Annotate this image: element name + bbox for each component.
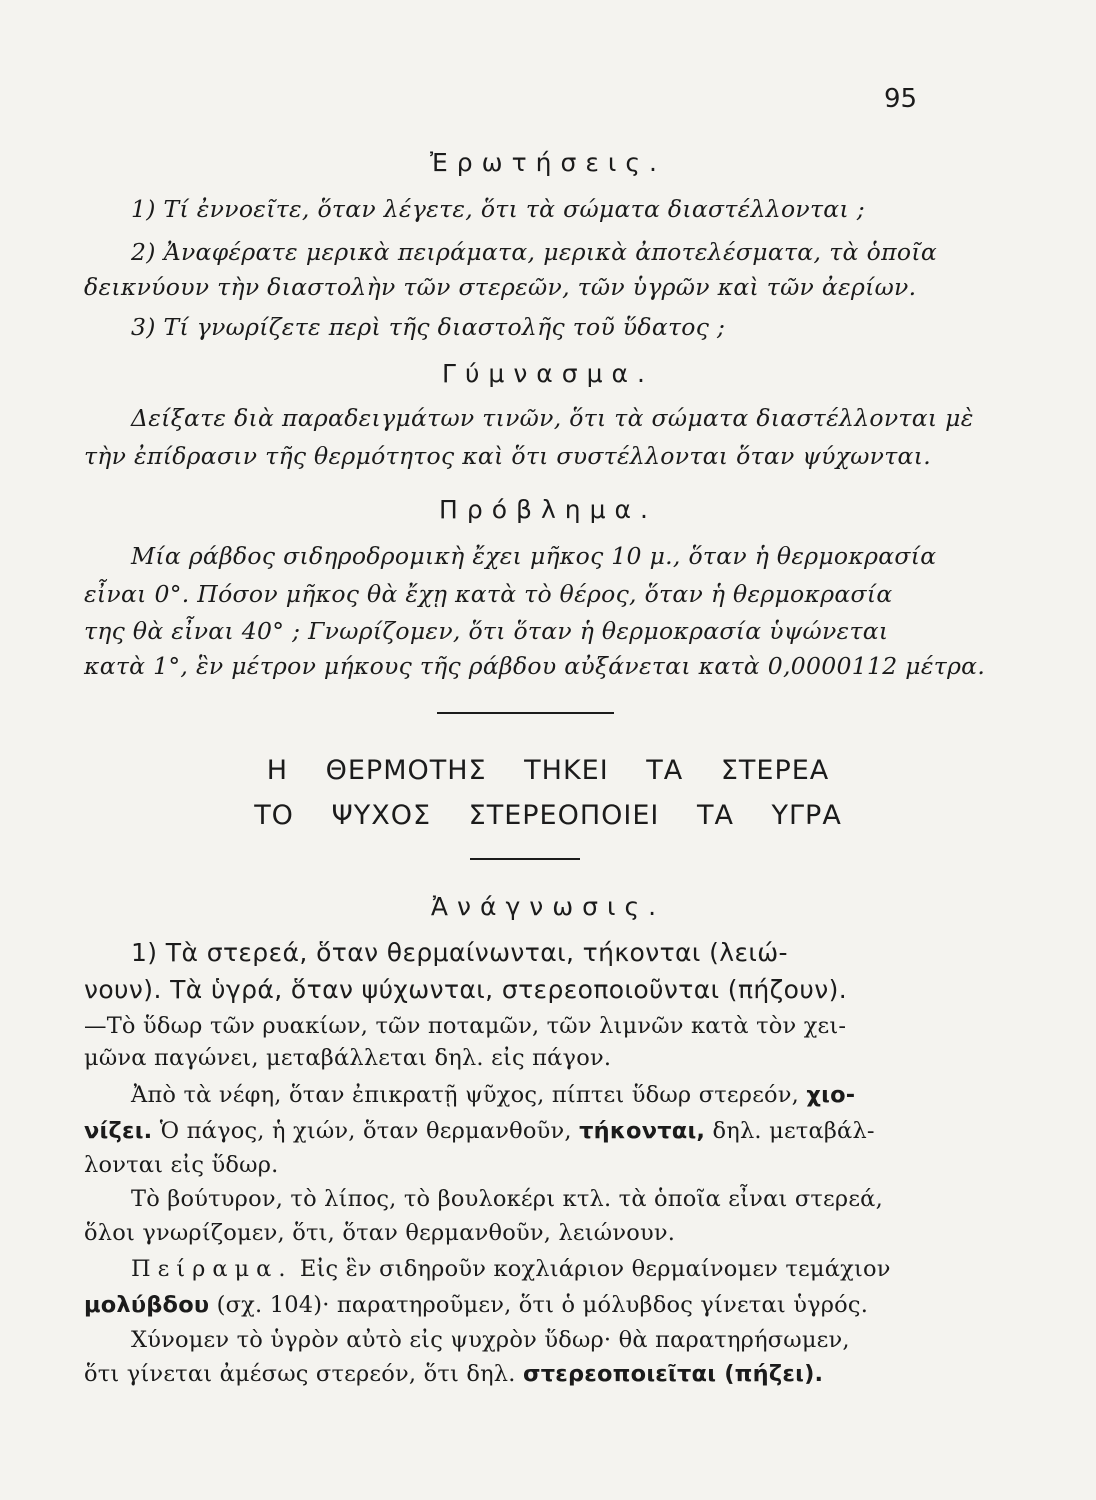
- chapter-title-line-1: Η ΘΕΡΜΟΤΗΣ ΤΗΚΕΙ ΤΑ ΣΤΕΡΕΑ: [266, 755, 830, 786]
- question-line-2: 2) Ἀναφέρατε μερικὰ πειράματα, μερικὰ ἀποτελέσματα, τὰ ὁποῖα: [131, 238, 937, 266]
- divider-rule-bottom: [470, 858, 580, 860]
- divider-rule-top: [437, 712, 614, 714]
- paragraph-2-text: Ἀπὸ τὰ νέφη, ὅταν ἐπικρατῇ ψῦχος, πίπτει ὕδωρ στερεόν,: [131, 1082, 800, 1108]
- problem-line-1: Μία ράβδος σιδηροδρομικὴ ἔχει μῆκος 10 μ., ὅταν ἡ θερμοκρασία: [131, 542, 937, 570]
- question-line-1: 1) Τί ἐννοεῖτε, ὅταν λέγετε, ὅτι τὰ σώματα διαστέλλονται ;: [131, 195, 865, 223]
- reading-heading: Ἀνάγνωσις.: [430, 892, 666, 921]
- paragraph-2-text-2: Ὁ πάγος, ἡ χιών, ὅταν θερμανθοῦν,: [159, 1118, 572, 1144]
- problem-line-2: εἶναι 0°. Πόσον μῆκος θὰ ἔχῃ κατὰ τὸ θέρος, ὅταν ἡ θερμοκρασία: [84, 580, 893, 608]
- chapter-title-line-2: ΤΟ ΨΥΧΟΣ ΣΤΕΡΕΟΠΟΙΕΙ ΤΑ ΥΓΡΑ: [254, 800, 842, 831]
- question-line-4: 3) Τί γνωρίζετε περὶ τῆς διαστολῆς τοῦ ὕδατος ;: [131, 313, 726, 341]
- paragraph-5-line-1: Χύνομεν τὸ ὑγρὸν αὐτὸ εἰς ψυχρὸν ὕδωρ· θὰ παρατηρήσωμεν,: [131, 1327, 850, 1353]
- paragraph-2-line-1: [131, 1082, 855, 1108]
- paragraph-1-line-2: μῶνα παγώνει, μεταβάλλεται δηλ. εἰς πάγον.: [84, 1045, 612, 1071]
- paragraph-4-line-2: [84, 1292, 868, 1318]
- reading-bold-line-1: 1) Τὰ στερεά, ὅταν θερμαίνωνται, τήκονται (λειώ-: [131, 938, 788, 967]
- paragraph-5-line-2: [84, 1361, 823, 1387]
- problem-line-3: της θὰ εἶναι 40° ; Γνωρίζομεν, ὅτι ὅταν ἡ θερμοκρασία ὑψώνεται: [84, 617, 889, 645]
- questions-heading: Ἐρωτήσεις.: [430, 148, 666, 177]
- exercise-line-1: Δείξατε διὰ παραδειγμάτων τινῶν, ὅτι τὰ σώματα διαστέλλονται μὲ: [131, 404, 974, 432]
- bold-term-chionizei-1: χιο-: [806, 1082, 856, 1108]
- reading-bold-line-2: νουν). Τὰ ὑγρά, ὅταν ψύχωνται, στερεοποιοῦνται (πήζουν).: [84, 975, 848, 1004]
- paragraph-4-text-2: (σχ. 104)· παρατηροῦμεν, ὅτι ὁ μόλυβδος γίνεται ὑγρός.: [216, 1292, 869, 1318]
- bold-term-chionizei-2: νίζει.: [84, 1118, 153, 1144]
- exercise-heading: Γύμνασμα.: [442, 359, 654, 388]
- problem-heading: Πρόβλημα.: [439, 495, 657, 524]
- paragraph-2-line-3: λονται εἰς ὕδωρ.: [84, 1152, 279, 1178]
- paragraph-3-line-2: ὅλοι γνωρίζομεν, ὅτι, ὅταν θερμανθοῦν, λειώνουν.: [84, 1220, 676, 1246]
- question-line-3: δεικνύουν τὴν διαστολὴν τῶν στερεῶν, τῶν ὑγρῶν καὶ τῶν ἀερίων.: [84, 273, 917, 301]
- paragraph-2-line-2: [84, 1118, 875, 1144]
- paragraph-4-text: Εἰς ἓν σιδηροῦν κοχλιάριον θερμαίνομεν τεμάχιον: [299, 1256, 891, 1282]
- bold-term-molyvdou: μολύβδου: [84, 1292, 210, 1318]
- paragraph-2-text-3: δηλ. μεταβάλ-: [712, 1118, 875, 1144]
- paragraph-4-line-1: [131, 1256, 891, 1282]
- bold-term-stereopoieitai: στερεοποιεῖται (πήζει).: [522, 1361, 824, 1387]
- bold-term-tekontai: τήκονται,: [579, 1118, 706, 1144]
- problem-line-4: κατὰ 1°, ἓν μέτρον μήκους τῆς ράβδου αὐξάνεται κατὰ 0,0000112 μέτρα.: [84, 652, 986, 680]
- experiment-label: Πείραμα.: [131, 1256, 293, 1282]
- paragraph-5-text: ὅτι γίνεται ἀμέσως στερεόν, ὅτι δηλ.: [84, 1361, 516, 1387]
- paragraph-1-line-1: —Τὸ ὕδωρ τῶν ρυακίων, τῶν ποταμῶν, τῶν λιμνῶν κατὰ τὸν χει-: [84, 1013, 847, 1039]
- exercise-line-2: τὴν ἐπίδρασιν τῆς θερμότητος καὶ ὅτι συστέλλονται ὅταν ψύχωνται.: [84, 442, 932, 470]
- page-number: 95: [884, 84, 918, 114]
- paragraph-3-line-1: Τὸ βούτυρον, τὸ λίπος, τὸ βουλοκέρι κτλ. τὰ ὁποῖα εἶναι στερεά,: [131, 1186, 883, 1212]
